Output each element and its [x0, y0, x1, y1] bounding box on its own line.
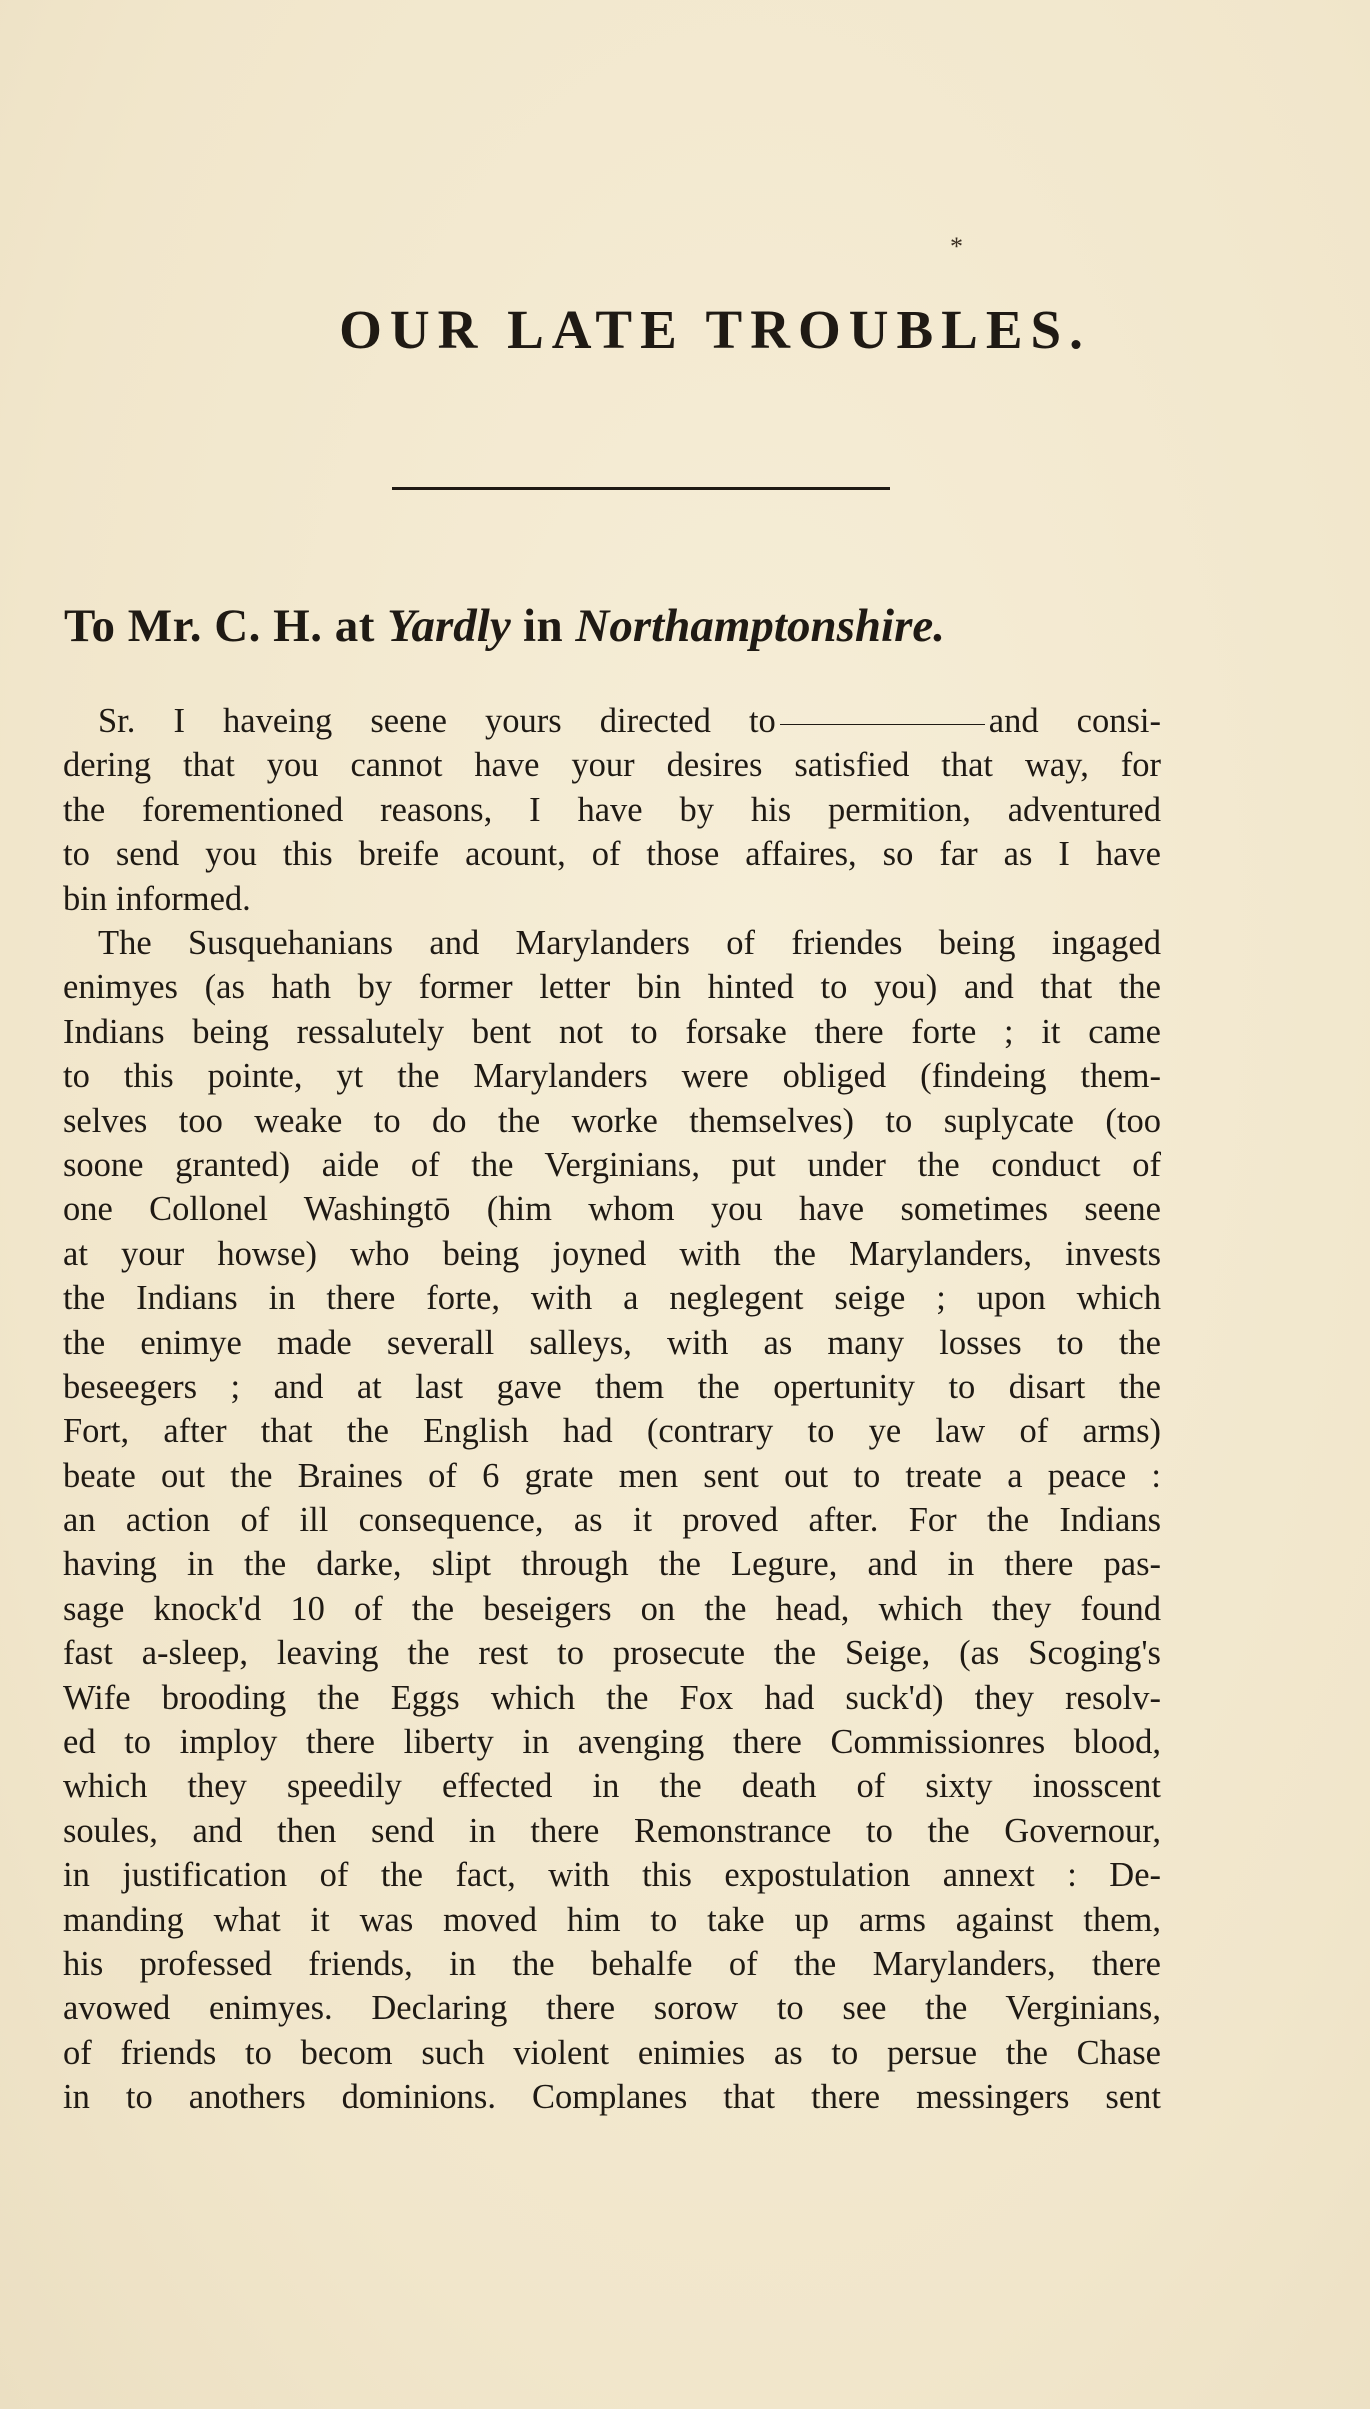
text-line: Wife brooding the Eggs which the Fox had suck'd) they resolv-: [63, 1678, 1161, 1717]
text-line: bin informed.: [63, 879, 251, 918]
text-line: having in the darke, slipt through the Legure, and in there pas-: [63, 1545, 1161, 1584]
text-line: enimyes (as hath by former letter bin hinted to you) and that the: [63, 968, 1161, 1007]
text-line: fast a-sleep, leaving the rest to prosecute the Seige, (as Scoging's: [63, 1634, 1161, 1673]
text-line: soone granted) aide of the Verginians, put under the conduct of: [63, 1145, 1161, 1184]
text-line: at your howse) who being joyned with the Marylanders, invests: [63, 1234, 1161, 1273]
text-line: soules, and then send in there Remonstrance to the Governour,: [63, 1811, 1161, 1850]
printer-mark: *: [950, 232, 963, 261]
text-line: to send you this breife acount, of those affaires, so far as I have: [63, 835, 1161, 874]
page-title-text: OUR LATE TROUBLES.: [339, 299, 1091, 360]
text-line: beseegers ; and at last gave them the opertunity to disart the: [63, 1367, 1161, 1406]
text-line: in to anothers dominions. Complanes that there messingers sent: [63, 2078, 1161, 2117]
page-title: [0, 298, 1370, 361]
text-line: avowed enimyes. Declaring there sorow to see the Verginians,: [63, 1989, 1161, 2028]
text-line: the enimye made severall salleys, with as many losses to the: [63, 1323, 1161, 1362]
heading-mid: in: [510, 600, 576, 652]
text-line: in justification of the fact, with this expostulation annext : De-: [63, 1856, 1161, 1895]
text-line: his professed friends, in the behalfe of the Marylanders, there: [63, 1944, 1161, 1983]
line-start: Sr. I haveing seene yours directed to: [98, 702, 776, 740]
text-line: the Indians in there forte, with a neglegent seige ; upon which: [63, 1279, 1161, 1318]
heading-prefix: To Mr. C. H. at: [64, 600, 388, 652]
text-line: the forementioned reasons, I have by his permition, adventured: [63, 790, 1161, 829]
paragraph-1: [63, 699, 1161, 921]
text-line: [63, 699, 1161, 743]
text-line: Indians being ressalutely bent not to forsake there forte ; it came: [63, 1012, 1161, 1051]
text-line: one Collonel Washingtō (him whom you have sometimes seene: [63, 1190, 1161, 1229]
text-line: selves too weake to do the worke themselves) to suplycate (too: [63, 1101, 1161, 1140]
text-line: sage knock'd 10 of the beseigers on the head, which they found: [63, 1589, 1161, 1628]
text-line: manding what it was moved him to take up arms against them,: [63, 1900, 1161, 1939]
text-line: Fort, after that the English had (contrary to ye law of arms): [63, 1412, 1161, 1451]
heading-place-yardly: Yardly: [387, 600, 511, 652]
title-rule: [392, 487, 890, 490]
text-line: of friends to becom such violent enimies as to persue the Chase: [63, 2033, 1161, 2072]
line-end: and consi-: [988, 702, 1161, 740]
paragraph-2: [63, 921, 1161, 2120]
heading-place-northamptonshire: Northamptonshire.: [575, 600, 945, 652]
text-line: which they speedily effected in the death of sixty inosscent: [63, 1767, 1161, 1806]
text-line: dering that you cannot have your desires satisfied that way, for: [63, 746, 1161, 785]
blank-dash: [780, 724, 985, 725]
letter-heading: [64, 599, 1314, 653]
text-line: ed to imploy there liberty in avenging there Commissionres blood,: [63, 1723, 1161, 1762]
text-line: beate out the Braines of 6 grate men sent out to treate a peace :: [63, 1456, 1161, 1495]
text-line: to this pointe, yt the Marylanders were obliged (findeing them-: [63, 1057, 1161, 1096]
text-line: an action of ill consequence, as it proved after. For the Indians: [63, 1501, 1161, 1540]
text-line: The Susquehanians and Marylanders of friendes being ingaged: [98, 924, 1161, 962]
